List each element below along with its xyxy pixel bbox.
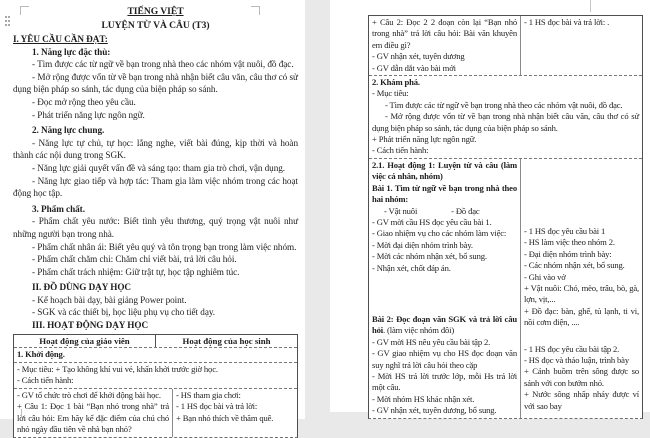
- table-row: [14, 388, 297, 437]
- text-line: - 1 HS đọc bài và trả lời: .: [524, 17, 610, 27]
- text-line: - Vật nuôi - Đồ đạc: [372, 205, 480, 216]
- text-line: + Câu 1: Đọc 1 bài “Bạn nhỏ trong nhà” trả lời câu hỏi: Em hãy kể đặc điểm của chú chó nhỏ ngày đầu tiên về nhà bạn nhỏ?: [17, 401, 169, 435]
- text-line: - Mời các nhóm nhận xét, bổ sung.: [372, 251, 487, 262]
- text-line: - Đại diện nhóm trình bày:: [524, 248, 612, 259]
- text-line: - Phẩm chất yêu nước: Biết tình yêu thương, quý trọng vật nuôi như những người bạn trong nhà.: [13, 216, 298, 239]
- text-line: + Cánh buồm trên sông được so sánh với con bướm nhỏ.: [524, 366, 639, 388]
- text-line: + Câu 2: Đọc 2 2 đoạn còn lại “Bạn nhỏ trong nhà” trả lời câu hỏi: Bài văn khuyên em điều gì?: [372, 17, 517, 50]
- document-page-right[interactable]: [330, 0, 650, 416]
- text-line: - HS làm việc theo nhóm 2.: [524, 237, 615, 248]
- teacher-activity-cell: [369, 16, 521, 75]
- document-body-text: [0, 32, 305, 332]
- text-line: 2. Khám phá.: [372, 77, 420, 88]
- table-row: [369, 158, 642, 418]
- text-line: - Giao nhiệm vụ cho các nhóm làm việc:: [372, 228, 507, 239]
- text-line: - Phát triển năng lực ngôn ngữ.: [32, 109, 145, 120]
- text-line: 2. Năng lực chung.: [32, 125, 105, 136]
- margin-crop-mark-top-right: [251, 6, 260, 15]
- text-line: - Mở rộng được vốn từ về bạn trong nhà nhận biết câu văn, câu thơ có sử dụng biện pháp so sánh, tác dụng của biện pháp so sánh.: [372, 111, 639, 133]
- text-line: - Mục tiêu:: [372, 88, 409, 99]
- text-line: - SGK và các thiết bị, học liệu phụ vụ cho tiết dạy.: [32, 307, 216, 318]
- text-line: - Phẩm chất chăm chỉ: Chăm chỉ viết bài, trả lời câu hỏi.: [32, 254, 237, 265]
- text-line: - Mời nhóm HS khác nhận xét.: [372, 393, 475, 404]
- text-line: - Tìm được các từ ngữ về bạn trong nhà theo các nhóm vật nuôi, đồ đạc.: [385, 99, 623, 110]
- text-line: - Nhận xét, chốt đáp án.: [372, 262, 451, 273]
- student-activity-cell: [521, 159, 642, 418]
- text-line: - Năng lực tự chủ, tự học: lắng nghe, viết bài đúng, kịp thời và hoàn thành các nội dung trong SGK.: [13, 137, 298, 161]
- spacer: [524, 160, 639, 226]
- table-header-cell: Hoạt động của giáo viên: [14, 335, 156, 348]
- text-line: [372, 314, 517, 337]
- text-line: - 1 HS đọc yêu cầu bài 1: [524, 225, 606, 236]
- text-line: - 1 HS đọc bài và trả lời:: [176, 401, 258, 412]
- text-line: - 1 HS đọc yêu cầu bài tập 2.: [524, 343, 620, 354]
- margin-crop-mark-top: [590, 0, 592, 12]
- text-line: III. HOẠT ĐỘNG DẠY HỌC: [32, 320, 149, 331]
- table-cell-fullwidth: [14, 348, 297, 362]
- teacher-activity-cell: [14, 389, 173, 437]
- text-line: Bài 1. Tìm từ ngữ về bạn trong nhà theo hai nhóm:: [372, 182, 517, 205]
- activity-table-page2: [368, 15, 643, 419]
- text-line: - Phẩm chất trách nhiệm: Giữ trật tự, học tập nghiêm túc.: [32, 266, 240, 277]
- text-line: 1. Khởi động.: [17, 349, 65, 360]
- text-line: LUYỆN TỪ VÀ CÂU (T3): [101, 19, 210, 31]
- document-title-block: [0, 0, 305, 32]
- text-line: - GV mời HS nêu yêu cầu bài tập 2.: [372, 336, 491, 347]
- text-line: - GV nhận xét, tuyên dương, bổ sung.: [372, 405, 497, 416]
- margin-crop-mark-bottom-left: [21, 409, 28, 418]
- table-row: [369, 75, 642, 158]
- text-line: + Phát triển năng lực ngôn ngữ.: [372, 134, 477, 145]
- text-line: + Nước sông nhấp nháy được ví với sao bay: [524, 389, 639, 411]
- table-header-row: [14, 335, 297, 348]
- activity-table-page1: [13, 334, 298, 438]
- text-line: I. YÊU CẦU CẦN ĐẠT:: [13, 34, 108, 44]
- teacher-activity-cell: [369, 159, 521, 418]
- table-row: [14, 347, 297, 362]
- spacer: [372, 274, 517, 314]
- student-activity-cell: [521, 16, 642, 75]
- document-page-left[interactable]: [0, 0, 305, 435]
- text-line: TIẾNG VIỆT: [127, 6, 184, 17]
- text-run-bold: Bài 2: Đọc đoạn văn SGK và trả lời câu hỏi: [372, 313, 517, 336]
- text-line: 3. Phẩm chất.: [32, 203, 85, 214]
- text-line: - GV tổ chức trò chơi để khởi động bài học.: [17, 389, 161, 400]
- text-line: - Mời HS trả lời trước lớp, mỗi Hs trả lời một câu.: [372, 370, 517, 393]
- spacer: [524, 329, 639, 344]
- text-line: 2.1. Hoạt động 1: Luyện từ và câu (làm việc cá nhân, nhóm): [372, 159, 517, 182]
- margin-crop-mark-top-left: [20, 6, 29, 15]
- table-row: [14, 362, 297, 388]
- text-line: + Bạn nhỏ thích về thăm quê.: [176, 412, 274, 423]
- text-line: + Vật nuôi: Chó, mèo, trâu, bò, gà, lợn, vịt,...: [524, 282, 639, 305]
- text-line: - Mở rộng được vốn từ về bạn trong nhà nhận biết câu văn, câu thơ có sử dụng biện pháp so sánh, tác dụng của biện pháp so sánh.: [13, 71, 298, 95]
- text-line: - GV mời cầu HS đọc yêu cầu bài 1.: [372, 216, 492, 227]
- text-line: - Năng lực giải quyết vấn đề và sáng tạo: tham gia trò chơi, vận dụng.: [32, 162, 286, 173]
- text-line: - HS tham gia chơi:: [176, 389, 241, 400]
- table-row: [369, 16, 642, 75]
- text-line: - GV nhận xét, tuyên dương: [372, 51, 465, 62]
- text-line: - Các nhóm nhận xét, bổ sung.: [524, 260, 625, 271]
- table-cell-fullwidth: [14, 363, 297, 388]
- text-line: - Kế hoạch bài dạy, bài giảng Power point.: [32, 294, 187, 305]
- text-line: 1. Năng lực đặc thù:: [32, 46, 111, 57]
- text-line: - Ghi vào vở: [524, 271, 566, 282]
- student-activity-cell: [173, 389, 297, 437]
- text-line: - GV dẫn dắt vào bài mới: [372, 62, 456, 73]
- text-line: - Mục tiêu: + Tạo không khí vui vẻ, khấn khởi trước giờ học.: [17, 363, 218, 374]
- table-header-cell: Hoạt động của học sinh: [182, 335, 271, 346]
- text-line: - HS đọc và thảo luận, trình bày: [524, 354, 629, 365]
- text-line: - Mời đại diện nhóm trình bày.: [372, 239, 473, 250]
- text-line: - Năng lực giao tiếp và hợp tác: Tham gia làm việc nhóm trong các hoạt động học tập.: [13, 175, 298, 199]
- text-line: - Phẩm chất nhân ái: Biết yêu quý và tôn trọng bạn trong làm việc nhóm.: [32, 241, 297, 252]
- text-line: II. ĐỒ DÙNG DẠY HỌC: [32, 282, 132, 293]
- text-line: - Đọc mở rộng theo yêu cầu.: [32, 96, 136, 107]
- text-line: - Cách tiến hành:: [17, 375, 74, 386]
- paragraph-drag-handle-icon[interactable]: [5, 16, 13, 28]
- text-line: + Đồ đạc: bàn, ghế, tủ lạnh, ti vi, nồi cơm điện, ....: [524, 305, 639, 328]
- text-line: - Tìm được các từ ngữ về bạn trong nhà theo các nhóm vật nuôi, đồ đạc.: [32, 59, 294, 70]
- text-run: . (làm việc nhóm đôi): [383, 325, 455, 336]
- text-line: - Cách tiến hành:: [372, 145, 429, 156]
- text-line: - GV giao nhiệm vụ cho HS đọc đoạn văn suy nghĩ trả lời câu hỏi theo cặp: [372, 348, 517, 370]
- table-cell-fullwidth: [369, 76, 642, 158]
